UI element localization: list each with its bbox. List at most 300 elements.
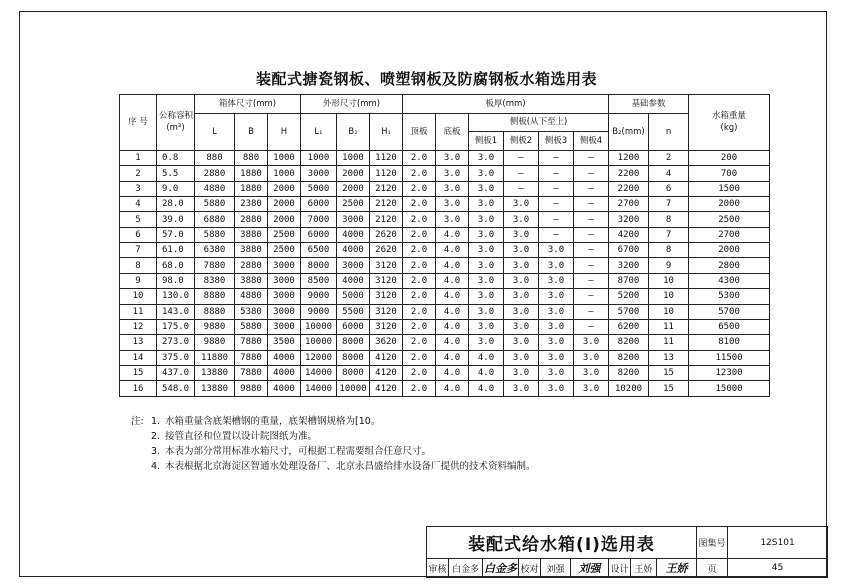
cell-bottom-plate: 3.0 [436, 197, 469, 212]
cell-side3: — [539, 166, 574, 181]
reviewer-signature: 白金多 [483, 559, 519, 578]
cell-L1: 6000 [301, 197, 337, 212]
cell-L1: 6500 [301, 243, 337, 258]
cell-B: 1880 [235, 166, 268, 181]
cell-capacity: 57.0 [157, 227, 195, 242]
header-side4: 侧板4 [574, 132, 609, 151]
header-B1: B₁ [337, 113, 370, 150]
cell-H1: 3620 [370, 335, 403, 350]
cell-L: 5880 [195, 227, 235, 242]
cell-H1: 4120 [370, 350, 403, 365]
check-label: 校对 [519, 559, 541, 578]
cell-B2: 6200 [609, 319, 649, 334]
designer-signature: 王娇 [657, 559, 697, 578]
table-row [120, 150, 770, 165]
cell-capacity: 28.0 [157, 197, 195, 212]
cell-L1: 9000 [301, 289, 337, 304]
atlas-label: 图集号 [697, 527, 728, 559]
cell-bottom-plate: 4.0 [436, 381, 469, 397]
cell-side4: 3.0 [574, 335, 609, 350]
cell-top-plate: 2.0 [403, 366, 436, 381]
cell-B2: 4200 [609, 227, 649, 242]
cell-H1: 2120 [370, 197, 403, 212]
cell-n: 2 [649, 150, 689, 165]
cell-bottom-plate: 4.0 [436, 273, 469, 288]
cell-capacity: 0.8 [157, 150, 195, 165]
cell-L: 8880 [195, 304, 235, 319]
cell-B: 7880 [235, 366, 268, 381]
cell-B: 4880 [235, 289, 268, 304]
cell-n: 8 [649, 243, 689, 258]
note-text: 本表为部分常用标准水箱尺寸，可根据工程需要组合任意尺寸。 [165, 446, 432, 457]
cell-B1: 2000 [337, 181, 370, 196]
cell-L: 8380 [195, 273, 235, 288]
cell-weight: 5700 [689, 304, 770, 319]
cell-side4: 3.0 [574, 350, 609, 365]
cell-L: 5880 [195, 197, 235, 212]
cell-B1: 4000 [337, 273, 370, 288]
cell-bottom-plate: 4.0 [436, 319, 469, 334]
selection-table [119, 94, 770, 397]
cell-side1: 3.0 [469, 212, 504, 227]
cell-n: 13 [649, 350, 689, 365]
cell-side1: 3.0 [469, 273, 504, 288]
cell-side3: — [539, 197, 574, 212]
cell-seq: 2 [120, 166, 157, 181]
header-side-plates: 侧板(从下至上) [469, 113, 609, 132]
header-B: B [235, 113, 268, 150]
cell-L1: 14000 [301, 381, 337, 397]
cell-L1: 5000 [301, 181, 337, 196]
cell-seq: 7 [120, 243, 157, 258]
cell-B1: 4000 [337, 227, 370, 242]
cell-capacity: 39.0 [157, 212, 195, 227]
cell-H1: 4120 [370, 381, 403, 397]
cell-seq: 16 [120, 381, 157, 397]
cell-side1: 3.0 [469, 319, 504, 334]
cell-side1: 3.0 [469, 197, 504, 212]
table-title: 装配式搪瓷钢板、喷塑钢板及防腐钢板水箱选用表 [255, 70, 597, 88]
cell-B2: 5700 [609, 304, 649, 319]
cell-B: 7880 [235, 350, 268, 365]
cell-top-plate: 2.0 [403, 350, 436, 365]
cell-side3: 3.0 [539, 366, 574, 381]
cell-B1: 3000 [337, 212, 370, 227]
cell-B1: 1000 [337, 150, 370, 165]
cell-seq: 4 [120, 197, 157, 212]
cell-B2: 1200 [609, 150, 649, 165]
cell-n: 10 [649, 289, 689, 304]
cell-L1: 8500 [301, 273, 337, 288]
cell-weight: 15000 [689, 381, 770, 397]
cell-H: 3000 [268, 258, 301, 273]
table-row [120, 289, 770, 304]
cell-H1: 2120 [370, 212, 403, 227]
note-index: 4. [151, 461, 161, 472]
cell-B: 9880 [235, 381, 268, 397]
cell-B2: 8700 [609, 273, 649, 288]
cell-B2: 2200 [609, 166, 649, 181]
cell-weight: 5300 [689, 289, 770, 304]
cell-B: 3880 [235, 243, 268, 258]
checker-name: 刘强 [541, 559, 571, 578]
cell-H: 2000 [268, 181, 301, 196]
cell-side4: — [574, 150, 609, 165]
cell-bottom-plate: 4.0 [436, 335, 469, 350]
cell-L1: 12000 [301, 350, 337, 365]
cell-H: 2000 [268, 197, 301, 212]
note-text: 本表根据北京海淀区智通水处理设备厂、北京永昌盛给排水设备厂提供的技术资料编制。 [165, 461, 536, 472]
cell-top-plate: 2.0 [403, 258, 436, 273]
table-row [120, 304, 770, 319]
cell-B1: 5000 [337, 289, 370, 304]
cell-H: 4000 [268, 350, 301, 365]
cell-B1: 2000 [337, 166, 370, 181]
cell-side2: 3.0 [504, 319, 539, 334]
note-index: 2. [151, 431, 161, 442]
cell-side1: 4.0 [469, 350, 504, 365]
cell-L1: 9000 [301, 304, 337, 319]
cell-side3: 3.0 [539, 350, 574, 365]
cell-side3: 3.0 [539, 289, 574, 304]
cell-B2: 6700 [609, 243, 649, 258]
cell-capacity: 437.0 [157, 366, 195, 381]
cell-H1: 3120 [370, 304, 403, 319]
header-side2: 侧板2 [504, 132, 539, 151]
cell-H: 1000 [268, 150, 301, 165]
cell-L1: 10000 [301, 319, 337, 334]
design-label: 设计 [609, 559, 631, 578]
cell-seq: 5 [120, 212, 157, 227]
cell-B1: 6000 [337, 319, 370, 334]
cell-L1: 14000 [301, 366, 337, 381]
cell-capacity: 130.0 [157, 289, 195, 304]
cell-B1: 8000 [337, 335, 370, 350]
cell-side2: 3.0 [504, 335, 539, 350]
cell-side4: — [574, 319, 609, 334]
cell-top-plate: 2.0 [403, 197, 436, 212]
designer-name: 王娇 [631, 559, 657, 578]
header-H1: H₁ [370, 113, 403, 150]
cell-n: 6 [649, 181, 689, 196]
cell-L1: 3000 [301, 166, 337, 181]
cell-side3: 3.0 [539, 243, 574, 258]
cell-B1: 3000 [337, 258, 370, 273]
atlas-number: 12S101 [728, 527, 828, 559]
header-n: n [649, 113, 689, 150]
cell-L1: 7000 [301, 212, 337, 227]
cell-side2: 3.0 [504, 197, 539, 212]
cell-H: 3500 [268, 335, 301, 350]
cell-side2: 3.0 [504, 273, 539, 288]
cell-H1: 3120 [370, 289, 403, 304]
cell-B1: 4000 [337, 243, 370, 258]
cell-top-plate: 2.0 [403, 243, 436, 258]
cell-bottom-plate: 3.0 [436, 212, 469, 227]
cell-side2: 3.0 [504, 258, 539, 273]
cell-n: 11 [649, 335, 689, 350]
cell-top-plate: 2.0 [403, 227, 436, 242]
cell-side4: — [574, 166, 609, 181]
page-number: 45 [728, 559, 828, 578]
table-row [120, 366, 770, 381]
cell-top-plate: 2.0 [403, 166, 436, 181]
header-H: H [268, 113, 301, 150]
header-top-plate: 顶板 [403, 113, 436, 150]
header-L1: L₁ [301, 113, 337, 150]
cell-capacity: 9.0 [157, 181, 195, 196]
cell-weight: 8100 [689, 335, 770, 350]
cell-seq: 6 [120, 227, 157, 242]
cell-L1: 8000 [301, 258, 337, 273]
cell-seq: 12 [120, 319, 157, 334]
cell-seq: 9 [120, 273, 157, 288]
note-index: 1. [151, 416, 161, 427]
cell-H: 2000 [268, 212, 301, 227]
page-label: 页 [697, 559, 728, 578]
header-B2: B₂(mm) [609, 113, 649, 150]
cell-B1: 8000 [337, 350, 370, 365]
checker-signature: 刘强 [571, 559, 609, 578]
cell-B: 5880 [235, 319, 268, 334]
cell-side3: 3.0 [539, 258, 574, 273]
cell-H1: 1120 [370, 166, 403, 181]
cell-weight: 2700 [689, 227, 770, 242]
cell-n: 8 [649, 212, 689, 227]
notes-label: 注: [131, 416, 144, 427]
cell-seq: 3 [120, 181, 157, 196]
reviewer-name: 白金多 [449, 559, 483, 578]
cell-weight: 12300 [689, 366, 770, 381]
cell-L: 9880 [195, 319, 235, 334]
cell-side3: — [539, 150, 574, 165]
cell-side3: 3.0 [539, 273, 574, 288]
cell-n: 15 [649, 381, 689, 397]
cell-side3: 3.0 [539, 381, 574, 397]
cell-B2: 8200 [609, 335, 649, 350]
cell-seq: 10 [120, 289, 157, 304]
cell-L: 6880 [195, 212, 235, 227]
cell-B2: 5200 [609, 289, 649, 304]
cell-bottom-plate: 3.0 [436, 181, 469, 196]
cell-H: 2500 [268, 227, 301, 242]
cell-seq: 8 [120, 258, 157, 273]
cell-top-plate: 2.0 [403, 304, 436, 319]
cell-side4: 3.0 [574, 381, 609, 397]
cell-side1: 3.0 [469, 150, 504, 165]
cell-side2: 3.0 [504, 366, 539, 381]
cell-seq: 13 [120, 335, 157, 350]
table-row [120, 273, 770, 288]
cell-side3: — [539, 212, 574, 227]
title-block [426, 526, 828, 578]
cell-L: 2880 [195, 166, 235, 181]
cell-capacity: 61.0 [157, 243, 195, 258]
cell-B: 2880 [235, 212, 268, 227]
cell-capacity: 175.0 [157, 319, 195, 334]
cell-B1: 8000 [337, 366, 370, 381]
header-side1: 侧板1 [469, 132, 504, 151]
cell-L: 880 [195, 150, 235, 165]
cell-weight: 1500 [689, 181, 770, 196]
cell-bottom-plate: 3.0 [436, 166, 469, 181]
cell-seq: 15 [120, 366, 157, 381]
cell-side4: — [574, 227, 609, 242]
cell-L: 13880 [195, 381, 235, 397]
cell-n: 7 [649, 197, 689, 212]
cell-top-plate: 2.0 [403, 181, 436, 196]
table-row [120, 319, 770, 334]
cell-n: 4 [649, 166, 689, 181]
cell-B2: 2200 [609, 181, 649, 196]
header-capacity: 公称容积 (m³) [157, 95, 195, 151]
cell-side4: 3.0 [574, 366, 609, 381]
cell-H: 4000 [268, 381, 301, 397]
cell-side1: 3.0 [469, 166, 504, 181]
header-seq: 序 号 [120, 95, 157, 151]
cell-side1: 3.0 [469, 227, 504, 242]
header-weight: 水箱重量 (kg) [689, 95, 770, 151]
cell-H1: 2120 [370, 181, 403, 196]
cell-bottom-plate: 4.0 [436, 289, 469, 304]
cell-side1: 3.0 [469, 289, 504, 304]
cell-B2: 8200 [609, 366, 649, 381]
cell-n: 7 [649, 227, 689, 242]
cell-side3: 3.0 [539, 319, 574, 334]
table-row [120, 335, 770, 350]
cell-H: 3000 [268, 289, 301, 304]
header-bottom-plate: 底板 [436, 113, 469, 150]
cell-capacity: 143.0 [157, 304, 195, 319]
cell-side3: — [539, 227, 574, 242]
cell-side4: — [574, 197, 609, 212]
cell-top-plate: 2.0 [403, 335, 436, 350]
cell-side3: — [539, 181, 574, 196]
cell-B: 2880 [235, 258, 268, 273]
cell-side1: 3.0 [469, 304, 504, 319]
cell-B2: 3200 [609, 258, 649, 273]
cell-B1: 2500 [337, 197, 370, 212]
cell-side2: 3.0 [504, 289, 539, 304]
cell-top-plate: 2.0 [403, 273, 436, 288]
cell-H: 3000 [268, 304, 301, 319]
cell-weight: 700 [689, 166, 770, 181]
cell-H1: 3120 [370, 273, 403, 288]
cell-B: 880 [235, 150, 268, 165]
cell-side2: 3.0 [504, 350, 539, 365]
note-text: 接管直径和位置以设计院图纸为准。 [165, 431, 318, 442]
cell-B: 2380 [235, 197, 268, 212]
cell-B: 3880 [235, 273, 268, 288]
cell-side1: 3.0 [469, 258, 504, 273]
header-box-size: 箱体尺寸(mm) [195, 95, 301, 114]
cell-capacity: 273.0 [157, 335, 195, 350]
cell-L: 6380 [195, 243, 235, 258]
cell-n: 10 [649, 304, 689, 319]
header-base: 基础参数 [609, 95, 689, 114]
cell-side3: 3.0 [539, 304, 574, 319]
cell-side2: 3.0 [504, 381, 539, 397]
cell-bottom-plate: 4.0 [436, 227, 469, 242]
cell-L: 7880 [195, 258, 235, 273]
cell-n: 10 [649, 273, 689, 288]
cell-B: 1880 [235, 181, 268, 196]
cell-H: 2500 [268, 243, 301, 258]
table-row [120, 258, 770, 273]
cell-capacity: 375.0 [157, 350, 195, 365]
cell-capacity: 5.5 [157, 166, 195, 181]
cell-top-plate: 2.0 [403, 289, 436, 304]
cell-bottom-plate: 4.0 [436, 258, 469, 273]
cell-side2: — [504, 166, 539, 181]
cell-B1: 10000 [337, 381, 370, 397]
cell-capacity: 548.0 [157, 381, 195, 397]
cell-H: 1000 [268, 166, 301, 181]
cell-H1: 2620 [370, 243, 403, 258]
cell-n: 9 [649, 258, 689, 273]
cell-L: 11880 [195, 350, 235, 365]
cell-side1: 4.0 [469, 366, 504, 381]
header-side3: 侧板3 [539, 132, 574, 151]
cell-side4: — [574, 258, 609, 273]
cell-side2: 3.0 [504, 227, 539, 242]
note-index: 3. [151, 446, 161, 457]
cell-seq: 1 [120, 150, 157, 165]
cell-weight: 2800 [689, 258, 770, 273]
cell-H1: 3120 [370, 319, 403, 334]
cell-B: 5380 [235, 304, 268, 319]
table-row [120, 181, 770, 196]
table-row [120, 227, 770, 242]
cell-H: 3000 [268, 319, 301, 334]
notes-block [131, 414, 536, 474]
cell-side4: — [574, 273, 609, 288]
cell-L1: 1000 [301, 150, 337, 165]
table-row [120, 197, 770, 212]
cell-side4: — [574, 212, 609, 227]
cell-H1: 4120 [370, 366, 403, 381]
cell-top-plate: 2.0 [403, 381, 436, 397]
table-row [120, 350, 770, 365]
cell-side4: — [574, 304, 609, 319]
cell-bottom-plate: 4.0 [436, 350, 469, 365]
cell-side4: — [574, 289, 609, 304]
cell-weight: 2000 [689, 197, 770, 212]
cell-side1: 3.0 [469, 335, 504, 350]
cell-weight: 200 [689, 150, 770, 165]
cell-B: 7880 [235, 335, 268, 350]
cell-B2: 3200 [609, 212, 649, 227]
cell-bottom-plate: 4.0 [436, 366, 469, 381]
cell-bottom-plate: 3.0 [436, 150, 469, 165]
cell-side2: 3.0 [504, 243, 539, 258]
cell-side1: 4.0 [469, 381, 504, 397]
cell-top-plate: 2.0 [403, 319, 436, 334]
cell-side2: — [504, 150, 539, 165]
cell-top-plate: 2.0 [403, 150, 436, 165]
cell-side2: 3.0 [504, 304, 539, 319]
cell-side4: — [574, 243, 609, 258]
cell-H: 4000 [268, 366, 301, 381]
cell-weight: 2000 [689, 243, 770, 258]
cell-H1: 3120 [370, 258, 403, 273]
cell-L1: 10000 [301, 335, 337, 350]
cell-B1: 5500 [337, 304, 370, 319]
cell-B2: 10200 [609, 381, 649, 397]
header-L: L [195, 113, 235, 150]
cell-side1: 3.0 [469, 181, 504, 196]
header-thickness: 板厚(mm) [403, 95, 609, 114]
